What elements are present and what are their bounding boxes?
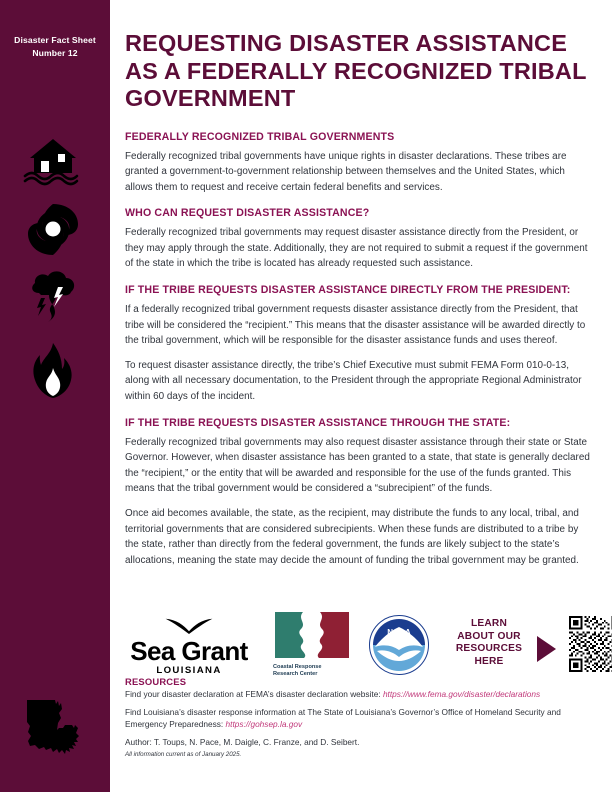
section-heading-directly-from-president: IF THE TRIBE REQUESTS DISASTER ASSISTANCE DIRECTLY FROM THE PRESIDENT: [125, 284, 571, 297]
flood-icon [22, 128, 84, 190]
resources-heading: RESOURCES [125, 676, 187, 687]
gohsep-link[interactable]: https://gohsep.la.gov [225, 718, 303, 729]
right-arrow-icon [537, 636, 556, 662]
sidebar-fact-sheet-label [0, 34, 110, 59]
sidebar [0, 0, 110, 792]
section-paragraph: Once aid becomes available, the state, as the recipient, may distribute the funds to any local, tribal, and territorial governments that are considered subrecipients. When these funds are distributed to a tribe by the state, rather than directly from the federal government, the funds are likely subject to the state’s allocations, meaning the state may decide the amount of funding the tribal government may be granted. [125, 508, 579, 566]
learn-line2: ABOUT OUR [457, 630, 521, 642]
tornado-icon [22, 265, 84, 327]
resource-item-gohsep [125, 707, 590, 730]
qr-code[interactable] [569, 616, 612, 672]
main-content [125, 0, 590, 577]
logo-row [125, 612, 590, 678]
sidebar-label-line2: Number 12 [32, 47, 78, 58]
louisiana-map-icon [18, 692, 94, 768]
section-paragraph: Federally recognized tribal governments may request disaster assistance directly from the President, or they may apply through the state. Additionally, they are not required to submit a request if the government of the state in which the tribe is located has already requested such assistance. [125, 227, 588, 270]
crrc-label-line1: Coastal Response [273, 664, 322, 670]
learn-line4: HERE [474, 655, 504, 667]
author-line: Author: T. Toups, N. Pace, M. Daigle, C. Franze, and D. Seibert. [125, 737, 360, 748]
section-paragraph: If a federally recognized tribal government requests disaster assistance directly from the President, that tribe will be considered the “recipient.” This means that the disaster assistance will be awarded directly to the tribal government, which will be responsible for the disaster assistance funds and uses thereof. [125, 304, 586, 347]
crrc-label-line2: Research Center [273, 671, 318, 677]
seagull-icon [162, 616, 216, 634]
resources-section [125, 676, 590, 759]
sea-grant-state: LOUISIANA [156, 665, 222, 676]
noaa-wordmark: NOAA [387, 628, 411, 637]
section-paragraph: To request disaster assistance directly, the tribe’s Chief Executive must submit FEMA Form 010-0-13, along with all necessary documentation, to the President through the appropriate Regional Administrator within 60 days of the incident. [125, 359, 582, 403]
resource-item-fema [125, 689, 590, 700]
section-heading-through-the-state: IF THE TRIBE REQUESTS DISASTER ASSISTANCE THROUGH THE STATE: [125, 416, 511, 429]
resource-item-gohsep-text: Find Louisiana’s disaster response information at The State of Louisiana’s Governor’s Office of Homeland Security and Emergency Preparedness: [125, 707, 561, 729]
resource-item-fema-text: Find your disaster declaration at FEMA’s disaster declaration website: [125, 689, 383, 699]
sidebar-label-line1: Disaster Fact Sheet [14, 35, 96, 45]
section-paragraph: Federally recognized tribal governments may also request disaster assistance through their state or State Governor. However, when disaster assistance has been granted to a state, that state is generally declared the “recipient,” or the entity that will be awarded and responsible for the use of the funds granted. This means that the tribal government would be considered a “subrecipient” of the funds. [125, 436, 590, 495]
fire-icon [22, 340, 84, 402]
learn-line1: LEARN [470, 618, 508, 629]
hurricane-icon [22, 198, 84, 260]
section-heading-federally-recognized: FEDERALLY RECOGNIZED TRIBAL GOVERNMENTS [125, 130, 395, 143]
currency-note: All information current as of January 2025. [125, 750, 242, 758]
learn-line3: RESOURCES [455, 643, 523, 655]
section-paragraph: Federally recognized tribal governments have unique rights in disaster declarations. These tribes are granted a government-to-government relationship between themselves and the United States, which allows them to request and receive certain federal benefits and services. [125, 150, 567, 193]
fema-declarations-link[interactable]: https://www.fema.gov/disaster/declarations [382, 689, 541, 699]
sea-grant-wordmark: Sea Grant [130, 636, 248, 666]
crrc-logo [273, 612, 351, 678]
crrc-mark-icon [273, 612, 351, 658]
noaa-logo [368, 614, 430, 676]
sea-grant-logo [125, 616, 253, 677]
learn-about-resources-label [445, 618, 533, 668]
section-heading-who-can-request: WHO CAN REQUEST DISASTER ASSISTANCE? [125, 207, 370, 220]
page-title: REQUESTING DISASTER ASSISTANCE AS A FEDERALLY RECOGNIZED TRIBAL GOVERNMENT [125, 30, 587, 111]
